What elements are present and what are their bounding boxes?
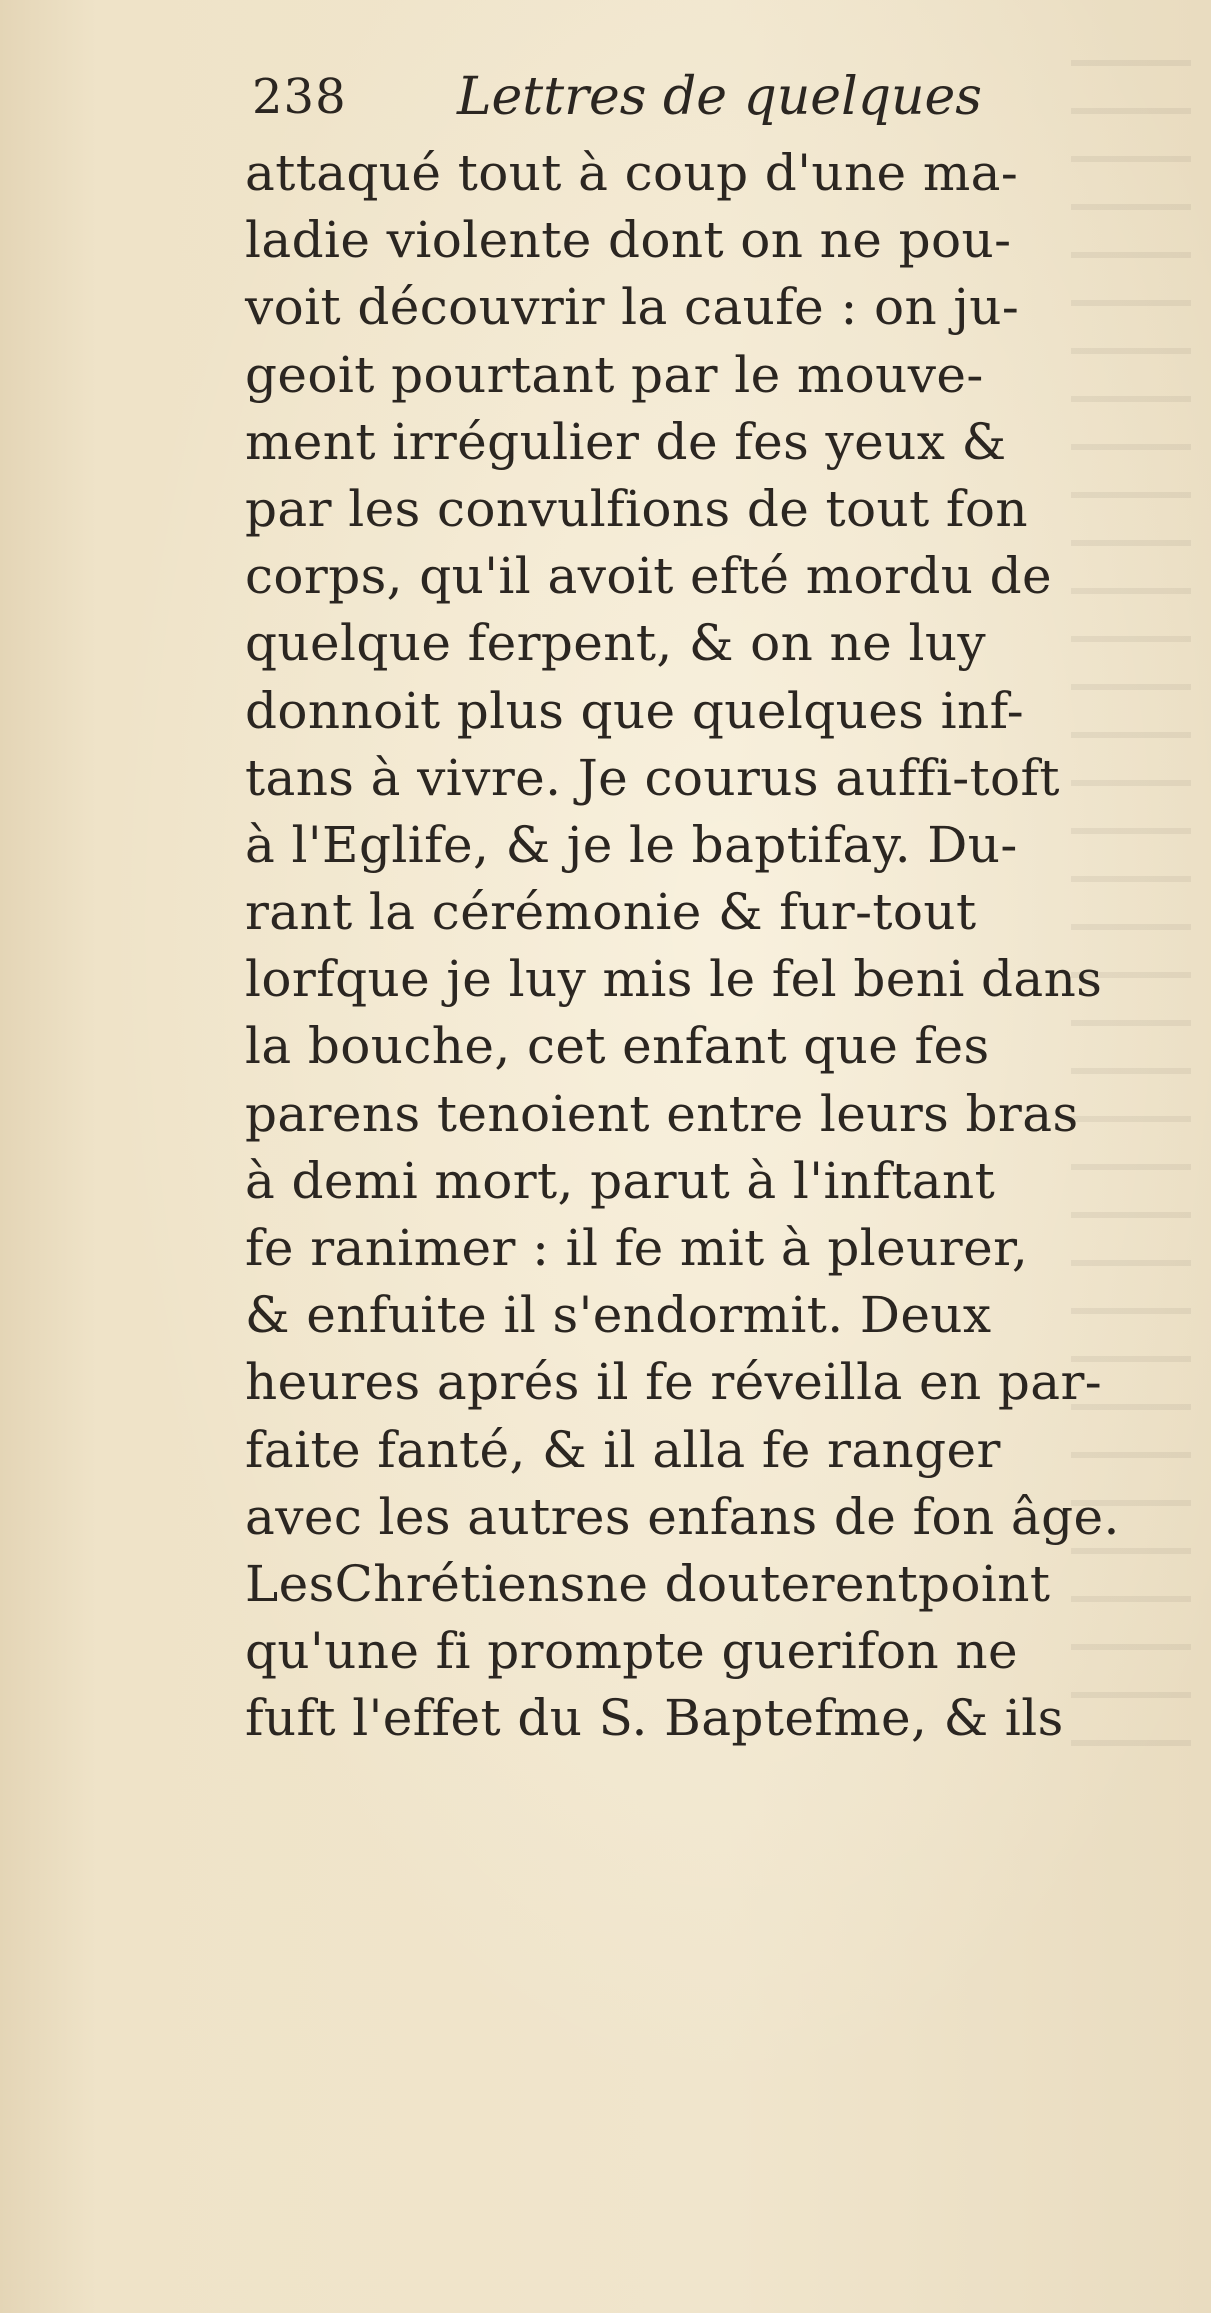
text-line: avec les autres enfans de fon âge. [245, 1487, 1120, 1546]
text-line: voit découvrir la caufe : on ju- [245, 278, 1020, 337]
text-line: quelque ferpent, & on ne luy [245, 614, 987, 673]
text-line: fe ranimer : il fe mit à pleurer, [245, 1219, 1029, 1277]
text-line: faite fanté, & il alla fe ranger [245, 1420, 1001, 1479]
text-line: geoit pourtant par le mouve- [245, 345, 984, 404]
running-title: Lettres de quelques [457, 67, 982, 127]
text-line: attaqué tout à coup d'une ma- [245, 144, 1019, 202]
text-line: fuft l'effet du S. Baptefme, & ils [245, 1689, 1064, 1748]
text-line: ment irrégulier de fes yeux & [245, 412, 1007, 471]
text-line: la bouche, cet enfant que fes [245, 1017, 990, 1076]
text-line: corps, qu'il avoit efté mordu de [245, 547, 1053, 606]
text-line: à demi mort, parut à l'inftant [245, 1151, 996, 1210]
text-line: rant la cérémonie & fur-tout [245, 883, 977, 942]
text-line: ladie violente dont on ne pou- [245, 211, 1012, 270]
text-line: par les convulfions de tout fon [245, 479, 1028, 538]
body-text [245, 140, 1185, 1753]
page-header [252, 62, 1052, 132]
text-line: donnoit plus que quelques inf- [245, 681, 1024, 740]
text-line: à l'Eglife, & je le baptifay. Du- [245, 815, 1018, 874]
page-number: 238 [252, 69, 347, 125]
text-line: LesChrétiensne douterentpoint [245, 1554, 1051, 1613]
text-line: heures aprés il fe réveilla en par- [245, 1353, 1103, 1412]
text-line: parens tenoient entre leurs bras [245, 1084, 1079, 1143]
text-line: tans à vivre. Je courus auffi-toft [245, 748, 1060, 807]
text-line: qu'une fi prompte guerifon ne [245, 1622, 1019, 1681]
text-line: & enfuite il s'endormit. Deux [245, 1286, 992, 1345]
text-line: lorfque je luy mis le fel beni dans [245, 950, 1103, 1009]
